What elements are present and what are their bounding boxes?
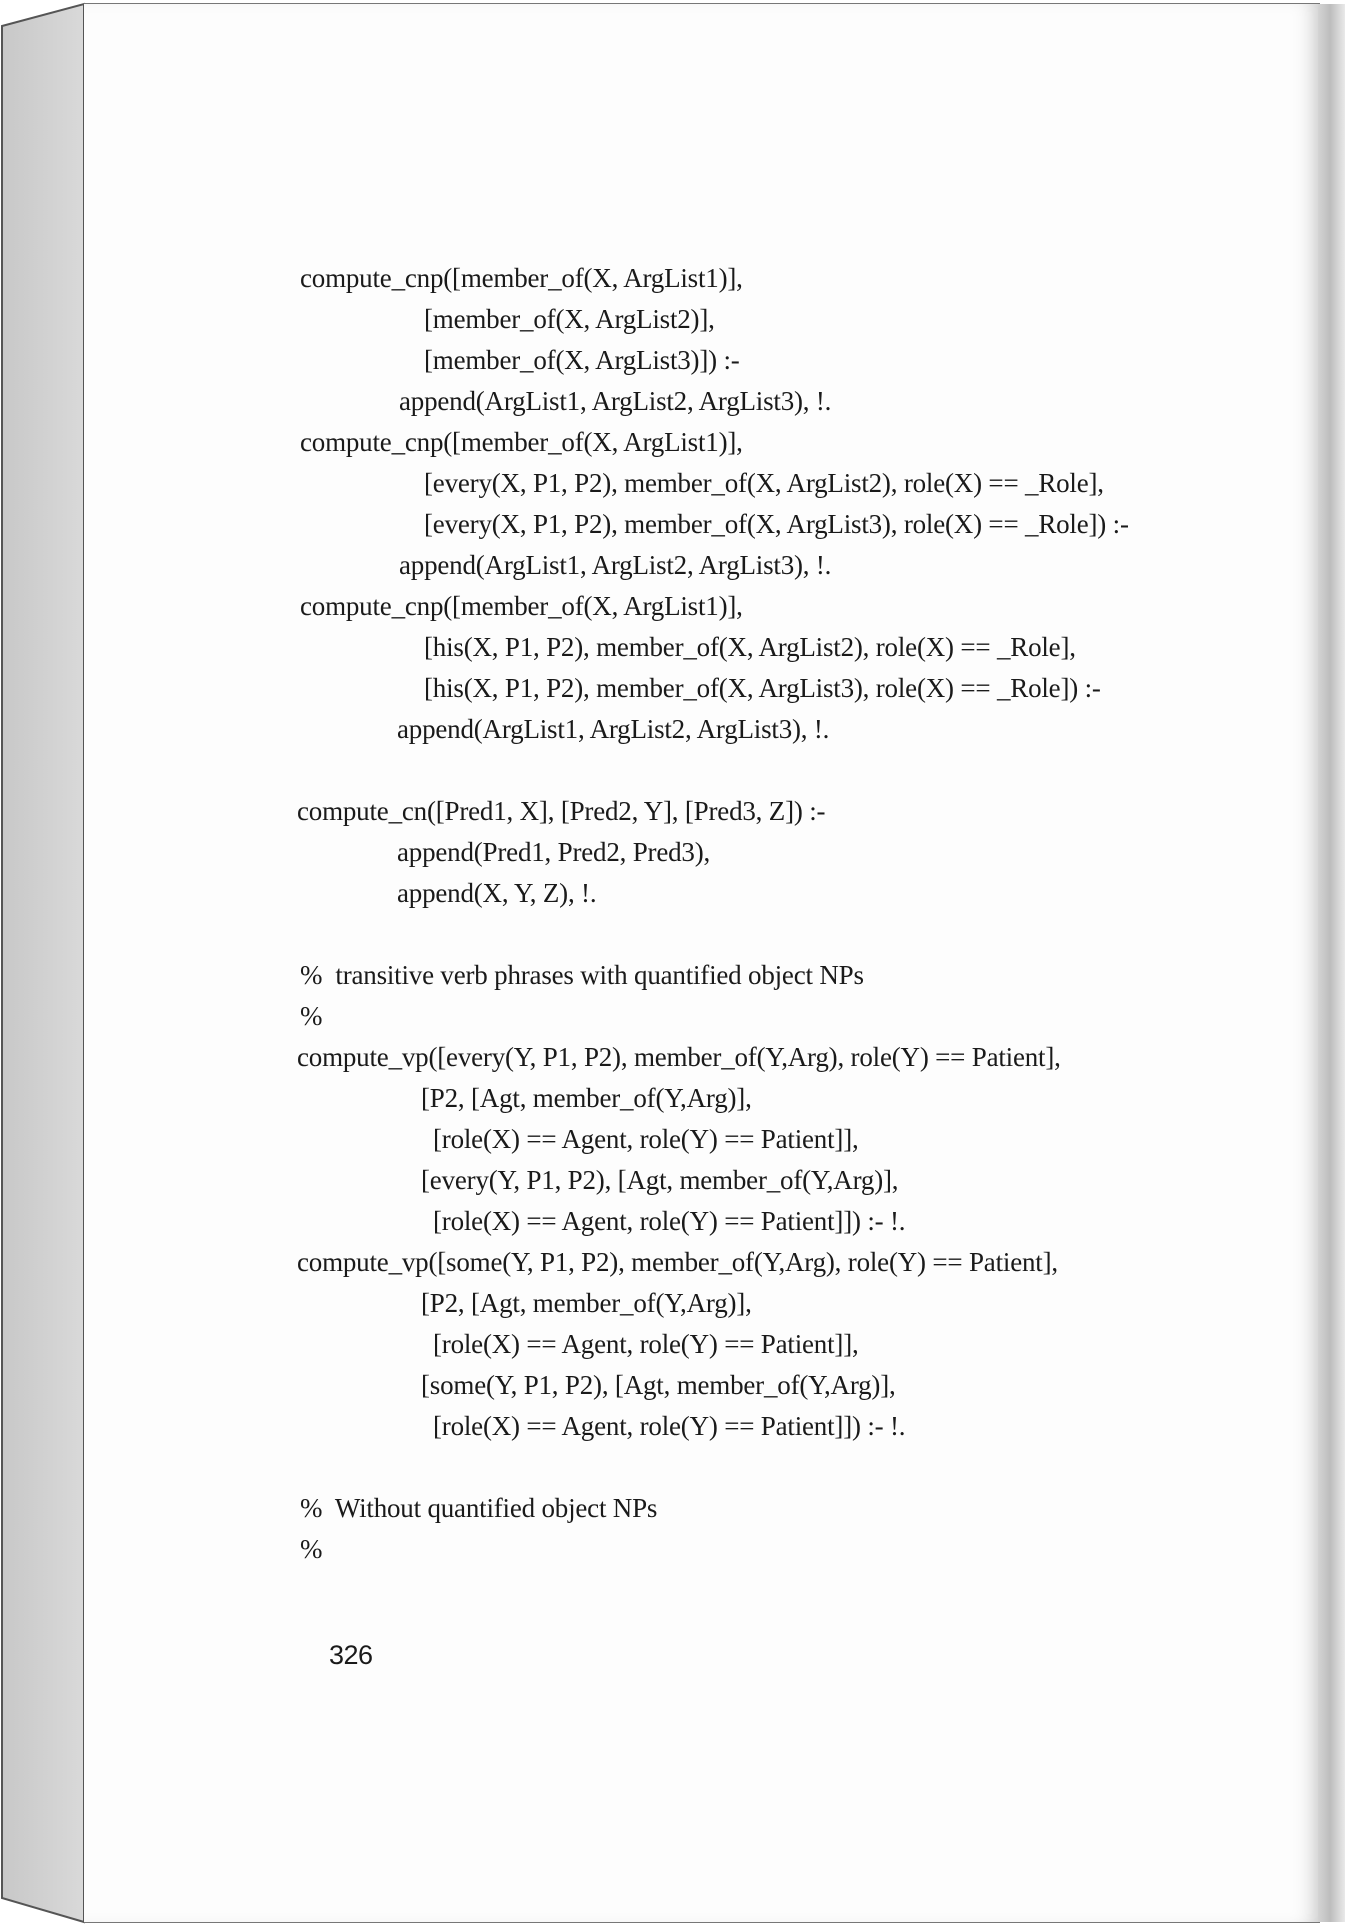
page-number: 326 [329, 1640, 373, 1670]
code-line: [P2, [Agt, member_of(Y,Arg)], [421, 1083, 752, 1113]
code-line: compute_vp([some(Y, P1, P2), member_of(Y,Arg), role(Y) == Patient], [297, 1247, 1058, 1277]
code-line: [his(X, P1, P2), member_of(X, ArgList2), role(X) == _Role], [424, 632, 1076, 662]
code-line: [every(X, P1, P2), member_of(X, ArgList3), role(X) == _Role]) :- [424, 509, 1129, 539]
comment-line: % [300, 1534, 323, 1564]
code-line: compute_vp([every(Y, P1, P2), member_of(Y,Arg), role(Y) == Patient], [297, 1042, 1061, 1072]
comment-line: % transitive verb phrases with quantified object NPs [300, 960, 864, 990]
code-line: append(ArgList1, ArgList2, ArgList3), !. [397, 714, 830, 744]
code-line: append(ArgList1, ArgList2, ArgList3), !. [399, 550, 832, 580]
code-line: compute_cnp([member_of(X, ArgList1)], [300, 427, 743, 457]
code-line: [role(X) == Agent, role(Y) == Patient]], [433, 1329, 859, 1359]
comment-line: % Without quantified object NPs [300, 1493, 658, 1523]
code-line: [role(X) == Agent, role(Y) == Patient]], [433, 1124, 859, 1154]
code-line: [member_of(X, ArgList3)]) :- [424, 345, 740, 375]
code-line: [every(X, P1, P2), member_of(X, ArgList2), role(X) == _Role], [424, 468, 1104, 498]
code-line: [some(Y, P1, P2), [Agt, member_of(Y,Arg)], [421, 1370, 896, 1400]
code-line: append(X, Y, Z), !. [397, 878, 597, 908]
code-line: [role(X) == Agent, role(Y) == Patient]]) :- !. [433, 1411, 906, 1441]
code-line: compute_cnp([member_of(X, ArgList1)], [300, 263, 743, 293]
code-line: [every(Y, P1, P2), [Agt, member_of(Y,Arg)], [421, 1165, 899, 1195]
code-line: compute_cnp([member_of(X, ArgList1)], [300, 591, 743, 621]
code-line: compute_cn([Pred1, X], [Pred2, Y], [Pred3, Z]) :- [297, 796, 826, 826]
code-line: [his(X, P1, P2), member_of(X, ArgList3), role(X) == _Role]) :- [424, 673, 1101, 703]
code-line: [P2, [Agt, member_of(Y,Arg)], [421, 1288, 752, 1318]
comment-line: % [300, 1001, 323, 1031]
code-line: [role(X) == Agent, role(Y) == Patient]]) :- !. [433, 1206, 906, 1236]
code-line: append(ArgList1, ArgList2, ArgList3), !. [399, 386, 832, 416]
code-line: [member_of(X, ArgList2)], [424, 304, 715, 334]
code-line: append(Pred1, Pred2, Pred3), [397, 837, 711, 867]
